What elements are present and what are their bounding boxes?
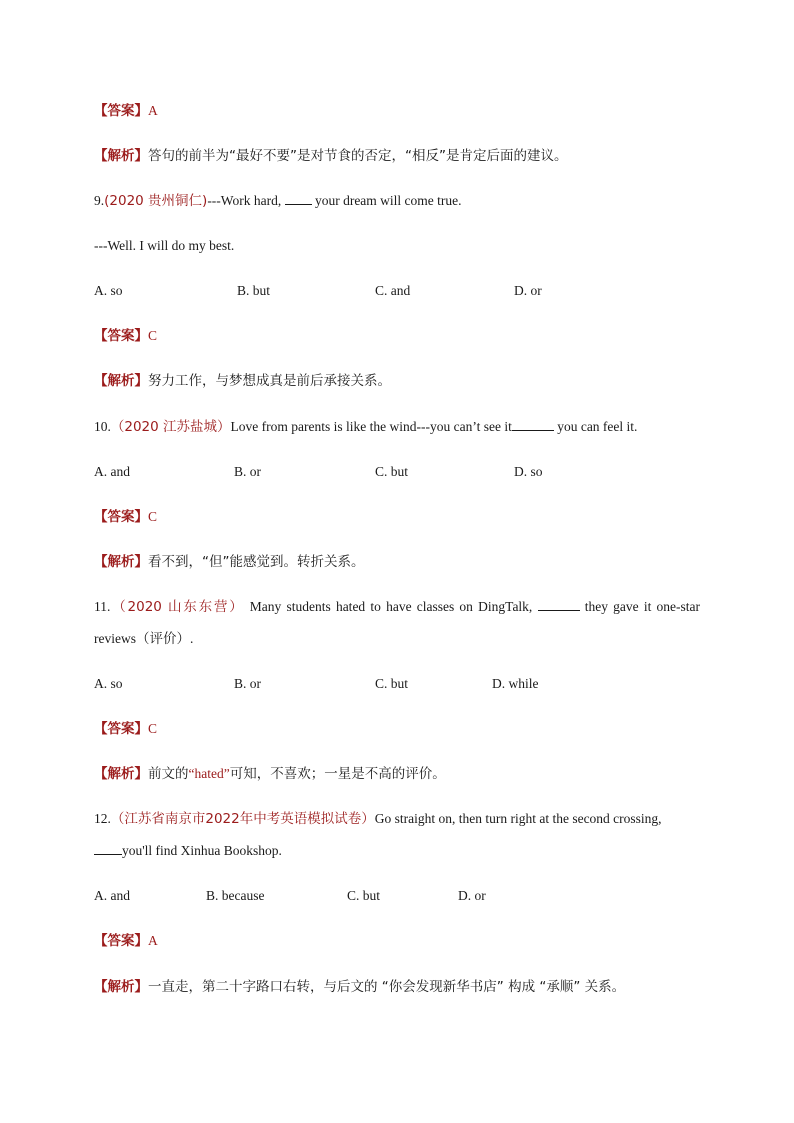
answer-line-q9 xyxy=(94,327,700,345)
stem-continuation: reviews xyxy=(94,631,136,646)
answer-line-q8 xyxy=(94,102,700,120)
stem-after-blank: you can feel it. xyxy=(553,419,638,434)
analysis-text: 努力工作，与梦想成真是前后承接关系。 xyxy=(148,373,391,389)
question-11-options xyxy=(94,675,714,693)
question-source: （2020 山东东营） xyxy=(110,599,245,615)
question-number: 11. xyxy=(94,599,111,614)
option-d: D. while xyxy=(492,676,539,691)
option-b: B. or xyxy=(234,464,261,479)
analysis-label: 【解析】 xyxy=(94,766,148,782)
stem-after-blank: your dream will come true. xyxy=(311,193,462,208)
option-a: A. and xyxy=(94,464,130,479)
option-c: C. and xyxy=(375,283,411,298)
analysis-text: 答句的前半为“最好不要”是对节食的否定，“相反”是肯定后面的建议。 xyxy=(148,148,568,164)
answer-value: A xyxy=(148,103,158,118)
analysis-text-post: 可知，不喜欢；一星是不高的评价。 xyxy=(229,766,446,782)
option-d: D. or xyxy=(458,888,486,903)
question-number: 9. xyxy=(94,193,105,208)
answer-line-q12 xyxy=(94,932,700,950)
question-number: 10. xyxy=(94,419,111,434)
analysis-label: 【解析】 xyxy=(94,554,148,570)
answer-blank xyxy=(538,598,580,611)
option-c: C. but xyxy=(375,464,409,479)
option-c: C. but xyxy=(347,888,381,903)
analysis-line-q12 xyxy=(94,978,700,996)
stem-after-blank: you'll find Xinhua Bookshop. xyxy=(122,843,282,858)
question-9-stem xyxy=(94,192,700,210)
answer-value: C xyxy=(148,721,158,736)
option-a: A. so xyxy=(94,283,123,298)
option-b: B. but xyxy=(237,283,271,298)
option-d: D. or xyxy=(514,283,542,298)
stem-before-blank: Many students hated to have classes on DingTalk, xyxy=(244,599,538,614)
answer-label: 【答案】 xyxy=(94,721,148,737)
question-11-stem xyxy=(94,598,700,616)
option-a: A. so xyxy=(94,676,123,691)
analysis-text: 看不到，“但”能感觉到。转折关系。 xyxy=(148,554,365,570)
answer-value: C xyxy=(148,328,158,343)
analysis-line-q10 xyxy=(94,553,700,571)
question-12-options xyxy=(94,887,714,905)
question-12-stem-line2 xyxy=(94,842,700,860)
answer-blank xyxy=(94,842,122,855)
analysis-label: 【解析】 xyxy=(94,148,148,164)
answer-label: 【答案】 xyxy=(94,933,148,949)
option-b: B. because xyxy=(206,888,265,903)
analysis-line-q11 xyxy=(94,765,700,783)
answer-value: C xyxy=(148,509,158,524)
question-number: 12. xyxy=(94,811,111,826)
analysis-text-pre: 前文的 xyxy=(148,766,189,782)
analysis-text: 一直走，第二十字路口右转，与后文的 “你会发现新华书店” 构成 “承顺” 关系。 xyxy=(148,979,626,995)
stem-after-blank: they gave it one-star xyxy=(579,599,701,614)
stem-before-blank: Love from parents is like the wind---you can’t see it xyxy=(230,419,512,434)
option-c: C. but xyxy=(375,676,409,691)
question-source: (2020 贵州铜仁) xyxy=(104,193,208,209)
answer-label: 【答案】 xyxy=(94,103,148,119)
answer-label: 【答案】 xyxy=(94,509,148,525)
analysis-label: 【解析】 xyxy=(94,979,148,995)
option-d: D. so xyxy=(514,464,543,479)
question-11-stem-line2 xyxy=(94,630,700,648)
answer-line-q11 xyxy=(94,720,700,738)
option-b: B. or xyxy=(234,676,261,691)
question-10-stem xyxy=(94,418,700,436)
question-9-options xyxy=(94,282,714,300)
analysis-label: 【解析】 xyxy=(94,373,148,389)
answer-label: 【答案】 xyxy=(94,328,148,344)
stem-before-blank: ---Work hard, xyxy=(207,193,285,208)
stem-gloss: （评价） xyxy=(135,631,190,647)
question-source: （2020 江苏盐城） xyxy=(110,419,231,435)
option-a: A. and xyxy=(94,888,130,903)
analysis-line-q8 xyxy=(94,147,700,165)
question-9-stem-line2 xyxy=(94,237,700,255)
answer-value: A xyxy=(148,933,158,948)
analysis-line-q9 xyxy=(94,372,700,390)
stem-before-blank: Go straight on, then turn right at the second crossing, xyxy=(374,811,662,826)
stem-reply: ---Well. I will do my best. xyxy=(94,238,235,253)
answer-blank xyxy=(512,418,554,431)
answer-blank xyxy=(285,192,312,205)
question-10-options xyxy=(94,463,714,481)
question-source: （江苏省南京市2022年中考英语模拟试卷） xyxy=(110,811,375,827)
stem-period: . xyxy=(189,631,194,646)
question-12-stem xyxy=(94,810,700,828)
answer-line-q10 xyxy=(94,508,700,526)
analysis-quote: “hated” xyxy=(188,766,230,781)
